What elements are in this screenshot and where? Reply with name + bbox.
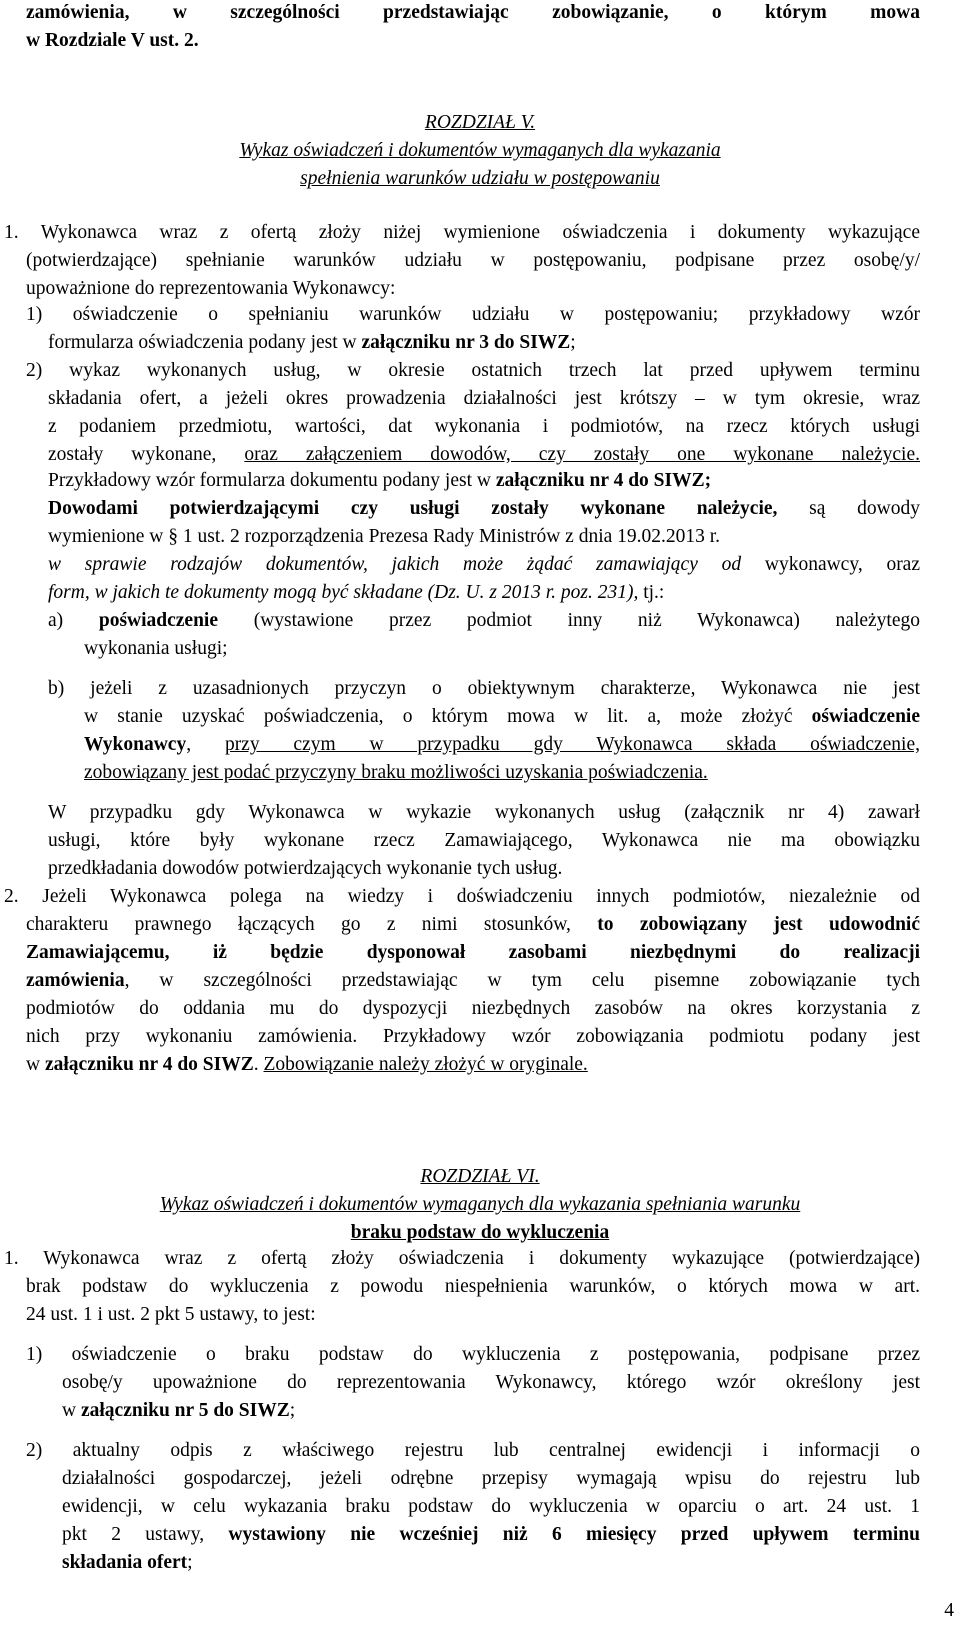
note-line-2: usługi, które były wykonane rzecz Zamawiającego, Wykonawca nie ma obowiązku: [48, 830, 920, 851]
point-2-line-3: Zamawiającemu, iż będzie dysponował zasobami niezbędnymi do realizacji: [26, 942, 920, 963]
subitem-a-line-2: wykonania usługi;: [84, 638, 228, 659]
point-2-line-2: charakteru prawnego łączących go z nimi stosunków, to zobowiązany jest udowodnić: [26, 914, 920, 935]
ch6-item-2-line-4: pkt 2 ustawy, wystawiony nie wcześniej niż 6 miesięcy przed upływem terminu: [62, 1524, 920, 1545]
point-1-line-1: 1. Wykonawca wraz z ofertą złoży niżej wymienione oświadczenia i dokumenty wykazujące: [4, 222, 920, 243]
chapter-5-subtitle-line-1: Wykaz oświadczeń i dokumentów wymaganych dla wykazania: [239, 140, 721, 161]
continuation-line-1: zamówienia, w szczególności przedstawiając zobowiązanie, o którym mowa: [26, 2, 920, 23]
item-2-line-1: 2) wykaz wykonanych usług, w okresie ostatnich trzech lat przed upływem terminu: [26, 360, 920, 381]
chapter-6-subtitle-line-1: Wykaz oświadczeń i dokumentów wymaganych dla wykazania spełniania warunku: [159, 1194, 801, 1215]
note-line-3: przedkładania dowodów potwierdzających wykonanie tych usług.: [48, 858, 563, 879]
ch6-item-1-line-2: osobę/y upoważnione do reprezentowania Wykonawcy, którego wzór określony jest: [62, 1372, 920, 1393]
page-number: 4: [944, 1600, 954, 1621]
subitem-a-line-1: a) poświadczenie (wystawione przez podmiot inny niż Wykonawca) należytego: [48, 610, 920, 631]
item-2-line-5: Przykładowy wzór formularza dokumentu podany jest w załączniku nr 4 do SIWZ;: [48, 470, 712, 491]
ch6-point-1-line-2: brak podstaw do wykluczenia z powodu niespełnienia warunków, o których mowa w art.: [26, 1276, 920, 1297]
chapter-6-heading: ROZDZIAŁ VI.: [420, 1166, 540, 1187]
item-2-line-2: składania ofert, a jeżeli okres prowadzenia działalności jest krótszy – w tym okresie, wraz: [48, 388, 920, 409]
point-1-line-3: upoważnione do reprezentowania Wykonawcy:: [26, 278, 396, 299]
ch6-item-1-line-1: 1) oświadczenie o braku podstaw do wykluczenia z postępowania, podpisane przez: [26, 1344, 920, 1365]
ch6-item-2-line-2: działalności gospodarczej, jeżeli odrębne przepisy wymagają wpisu do rejestru lub: [62, 1468, 920, 1489]
point-1-line-2: (potwierdzające) spełnianie warunków udziału w postępowaniu, podpisane przez osobę/y/: [26, 250, 920, 271]
subitem-b-line-3: Wykonawcy, przy czym w przypadku gdy Wykonawca składa oświadczenie,: [84, 734, 920, 755]
note-line-1: W przypadku gdy Wykonawca w wykazie wykonanych usług (załącznik nr 4) zawarł: [48, 802, 920, 823]
point-2-line-1: 2. Jeżeli Wykonawca polega na wiedzy i doświadczeniu innych podmiotów, niezależnie od: [4, 886, 920, 907]
item-2-line-6: Dowodami potwierdzającymi czy usługi zostały wykonane należycie, są dowody: [48, 498, 920, 519]
ch6-item-2-line-3: ewidencji, w celu wykazania braku podstaw do wykluczenia w oparciu o art. 24 ust. 1: [62, 1496, 920, 1517]
item-1-line-1: 1) oświadczenie o spełnianiu warunków udziału w postępowaniu; przykładowy wzór: [26, 304, 920, 325]
subitem-b-line-2: w stanie uzyskać poświadczenia, o którym mowa w lit. a, może złożyć oświadczenie: [84, 706, 920, 727]
point-2-line-6: nich przy wykonaniu zamówienia. Przykładowy wzór zobowiązania podmiotu podany jest: [26, 1026, 920, 1047]
chapter-5-subtitle-line-2: spełnienia warunków udziału w postępowaniu: [300, 168, 660, 189]
item-2-line-9: form, w jakich te dokumenty mogą być składane (Dz. U. z 2013 r. poz. 231), tj.:: [48, 582, 665, 603]
ch6-item-2-line-5: składania ofert;: [62, 1552, 193, 1573]
ch6-item-2-line-1: 2) aktualny odpis z właściwego rejestru lub centralnej ewidencji i informacji o: [26, 1440, 920, 1461]
point-2-line-7: w załączniku nr 4 do SIWZ. Zobowiązanie należy złożyć w oryginale.: [26, 1054, 588, 1075]
ch6-item-1-line-3: w załączniku nr 5 do SIWZ;: [62, 1400, 296, 1421]
item-2-line-7: wymienione w § 1 ust. 2 rozporządzenia Prezesa Rady Ministrów z dnia 19.02.2013 r.: [48, 526, 721, 547]
chapter-5-heading: ROZDZIAŁ V.: [424, 112, 536, 133]
item-2-line-8: w sprawie rodzajów dokumentów, jakich może żądać zamawiający od wykonawcy, oraz: [48, 554, 920, 575]
item-2-line-3: z podaniem przedmiotu, wartości, dat wykonania i podmiotów, na rzecz których usługi: [48, 416, 920, 437]
subitem-b-line-4: zobowiązany jest podać przyczyny braku możliwości uzyskania poświadczenia.: [84, 762, 708, 783]
point-2-line-5: podmiotów do oddania mu do dyspozycji niezbędnych zasobów na okres korzystania z: [26, 998, 920, 1019]
chapter-6-subtitle-line-2: braku podstaw do wykluczenia: [350, 1222, 610, 1243]
point-2-line-4: zamówienia, w szczególności przedstawiając w tym celu pisemne zobowiązanie tych: [26, 970, 920, 991]
item-2-line-4: zostały wykonane, oraz załączeniem dowodów, czy zostały one wykonane należycie.: [48, 444, 920, 465]
ch6-point-1-line-3: 24 ust. 1 i ust. 2 pkt 5 ustawy, to jest:: [26, 1304, 316, 1325]
subitem-b-line-1: b) jeżeli z uzasadnionych przyczyn o obiektywnym charakterze, Wykonawca nie jest: [48, 678, 920, 699]
continuation-line-2: w Rozdziale V ust. 2.: [26, 30, 199, 51]
item-1-line-2: formularza oświadczenia podany jest w załączniku nr 3 do SIWZ;: [48, 332, 576, 353]
ch6-point-1-line-1: 1. Wykonawca wraz z ofertą złoży oświadczenia i dokumenty wykazujące (potwierdzające): [4, 1248, 920, 1269]
